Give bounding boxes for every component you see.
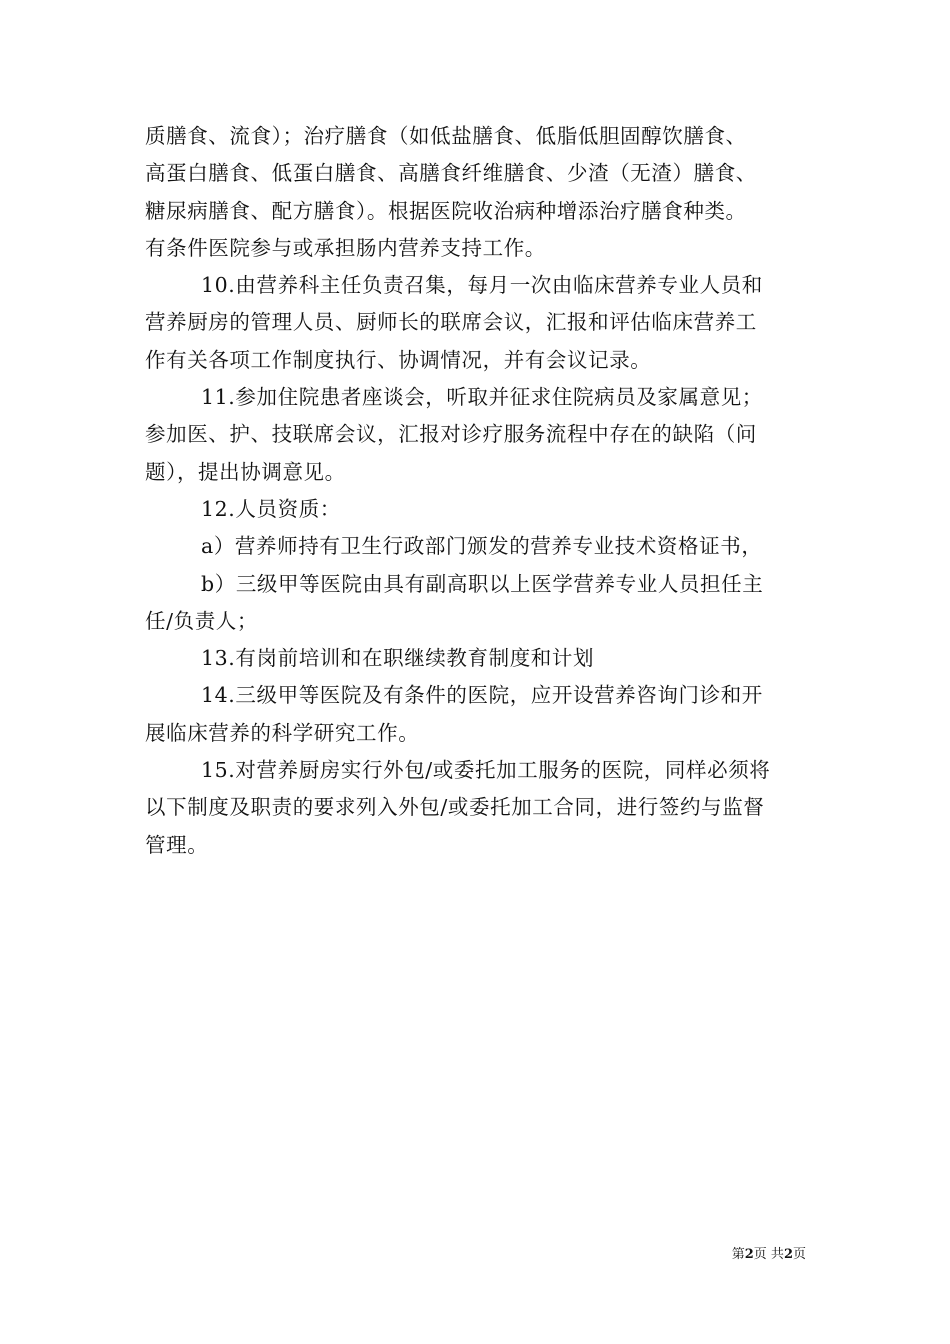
text-line: 10.由营养科主任负责召集，每月一次由临床营养专业人员和 [201, 273, 763, 298]
text-line: 以下制度及职责的要求列入外包/或委托加工合同，进行签约与监督 [145, 795, 765, 820]
text-line: 13.有岗前培训和在职继续教育制度和计划 [201, 646, 595, 671]
text-line: 营养厨房的管理人员、厨师长的联席会议，汇报和评估临床营养工 [145, 310, 757, 335]
footer-prefix: 第 [731, 1247, 745, 1262]
text-line: 管理。 [145, 832, 209, 857]
text-line: 12.人员资质： [201, 496, 341, 521]
text-line: 任/负责人； [145, 608, 259, 633]
text-line: 题），提出协调意见。 [145, 459, 346, 484]
text-line: 参加医、护、技联席会议，汇报对诊疗服务流程中存在的缺陷（问 [145, 422, 757, 447]
footer-current-page: 2 [744, 1247, 754, 1262]
text-line: 有条件医院参与或承担肠内营养支持工作。 [145, 235, 546, 260]
text-line: 质膳食、流食）；治疗膳食（如低盐膳食、低脂低胆固醇饮膳食、 [145, 124, 747, 148]
text-line: a）营养师持有卫生行政部门颁发的营养专业技术资格证书， [201, 534, 763, 559]
text-line: 11.参加住院患者座谈会，听取并征求住院病员及家属意见； [201, 385, 763, 410]
text-line: 15.对营养厨房实行外包/或委托加工服务的医院，同样必须将 [201, 758, 771, 783]
footer-total-pages: 2 [783, 1247, 793, 1262]
page-footer [732, 1246, 806, 1264]
document-body [145, 118, 810, 864]
footer-middle: 页 共 [753, 1247, 784, 1262]
footer-suffix: 页 [792, 1247, 806, 1262]
text-line: 14.三级甲等医院及有条件的医院，应开设营养咨询门诊和开 [201, 683, 763, 708]
text-line: 糖尿病膳食、配方膳食）。根据医院收治病种增添治疗膳食种类。 [145, 198, 747, 223]
text-line: 展临床营养的科学研究工作。 [145, 720, 420, 745]
text-line: 作有关各项工作制度执行、协调情况，并有会议记录。 [145, 347, 652, 372]
text-line: 高蛋白膳食、低蛋白膳食、高膳食纤维膳食、少渣（无渣）膳食、 [145, 161, 757, 186]
text-line: b）三级甲等医院由具有副高职以上医学营养专业人员担任主 [201, 571, 764, 596]
